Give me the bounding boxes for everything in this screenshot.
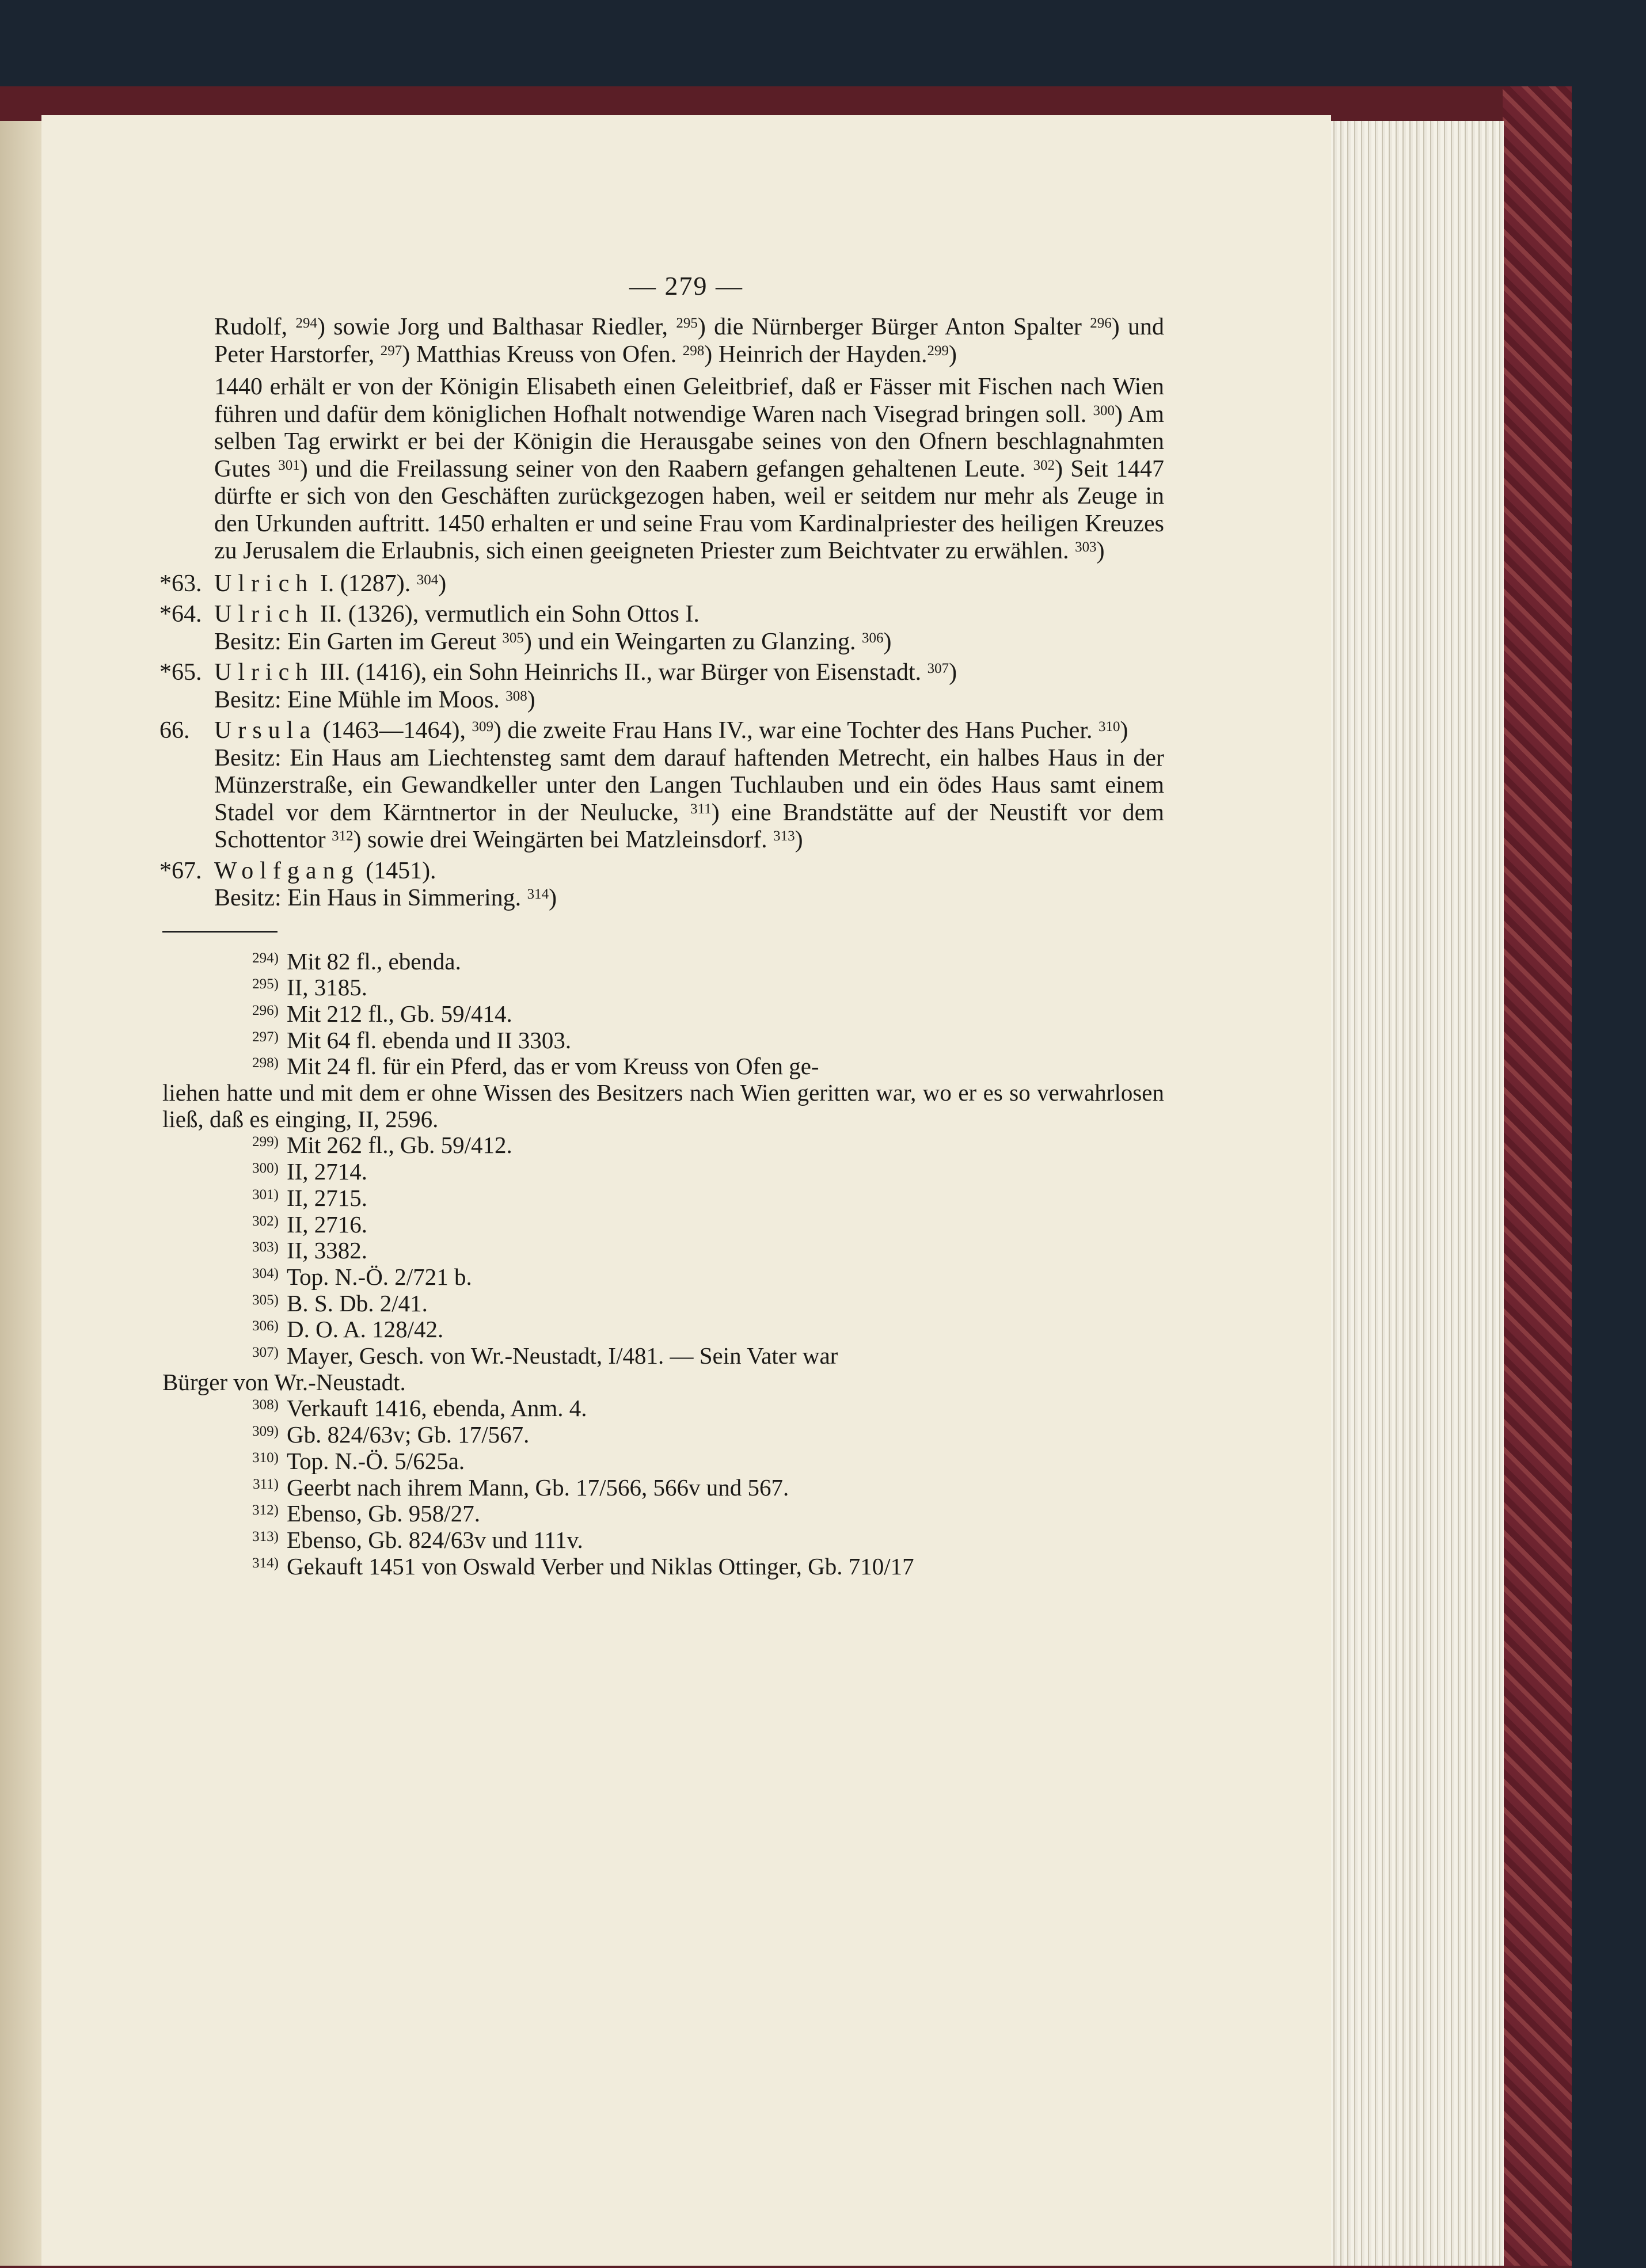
text-run: ) Am selben Tag erwirkt er bei der Königin die Herausgabe seines von den Ofnern beschlagnahmten Gutes — [214, 401, 1164, 482]
text-run: ) eine Brandstätte auf der Neustift vor dem Schottentor — [214, 799, 1164, 853]
footnote-text: Gekauft 1451 von Oswald Verber und Niklas Ottinger, Gb. 710/17 — [287, 1552, 914, 1580]
text-run: Besitz: Ein Haus in Simmering. — [214, 885, 527, 911]
text-run: ) — [1096, 538, 1105, 564]
footnote-text: II, 2716. — [287, 1211, 368, 1238]
entry — [159, 659, 1164, 714]
entry-detail — [214, 885, 1164, 912]
footnote-continuation: liehen hatte und mit dem er ohne Wissen des Besitzers nach Wien geritten war, wo er es so verwahrlosen ließ, daß es einging, II, 2596. — [162, 1079, 1164, 1132]
text-run: II. (1326), vermutlich ein Sohn Ottos I. — [320, 601, 700, 627]
footnote-ref: 314 — [527, 886, 549, 902]
marbled-cover-edge — [1503, 86, 1572, 2266]
text-run: III. (1416), ein Sohn Heinrichs II., war Bürger von Eisenstadt. — [320, 659, 927, 686]
text-run: ) sowie Jorg und Balthasar Riedler, — [317, 314, 676, 340]
footnote-ref: 302 — [1033, 457, 1055, 473]
entry-name: Ulrich — [214, 570, 314, 597]
entry-number: *64. — [159, 601, 202, 627]
footnote-text: Mayer, Gesch. von Wr.-Neustadt, I/481. — Sein Vater war — [287, 1342, 838, 1369]
text-run: Rudolf, — [214, 314, 296, 340]
entry-heading — [214, 659, 1164, 687]
text-run: ) Matthias Kreuss von Ofen. — [402, 341, 683, 368]
footnote-ref: 307 — [927, 661, 949, 676]
text-run: 1440 erhält er von der Königin Elisabeth einen Geleitbrief, daß er Fässer mit Fischen nach Wien führen und dafür dem königlichen Hofhalt notwendige Waren nach Visegrad bringen soll. — [214, 374, 1164, 428]
text-run: Besitz: Ein Garten im Gereut — [214, 628, 503, 655]
footnote: 304) Top. N.-Ö. 2/721 b. — [252, 1263, 472, 1290]
footnote: 299) Mit 262 fl., Gb. 59/412. — [252, 1132, 512, 1159]
footnote: 295) II, 3185. — [252, 974, 368, 1001]
footnotes — [162, 947, 1164, 1580]
footnote-text: B. S. Db. 2/41. — [287, 1289, 428, 1316]
entry-name: Ursula — [214, 717, 317, 744]
footnote: 310) Top. N.-Ö. 5/625a. — [252, 1447, 465, 1474]
entry-number: *65. — [159, 659, 202, 686]
entry-detail — [214, 687, 1164, 714]
entry-number: *63. — [159, 570, 202, 597]
footnote-text: Gb. 824/63v; Gb. 17/567. — [287, 1421, 530, 1448]
entry — [159, 570, 1164, 598]
footnote: 305) B. S. Db. 2/41. — [252, 1289, 428, 1316]
footnote: 298) Mit 24 fl. für ein Pferd, das er vom Kreuss von Ofen ge- — [252, 1053, 819, 1080]
footnote: 314) Gekauft 1451 von Oswald Verber und Niklas Ottinger, Gb. 710/17 — [252, 1552, 914, 1580]
page-number: — 279 — — [629, 271, 743, 300]
entry-detail — [214, 745, 1164, 854]
footnote: 312) Ebenso, Gb. 958/27. — [252, 1500, 480, 1527]
intro-text — [214, 314, 1164, 565]
text-run: ) Seit 1447 dürfte er sich von den Geschäften zurückgezogen haben, weil er seitdem nur mehr als Zeuge in den Urkunden auftritt. 1450 erhalten er und seine Frau vom Kardinalpriester des heiligen Kreuzes zu Jerusalem die Erlaubnis, sich einen geeigneten Priester zum Beichtvater zu erwählen. — [214, 455, 1164, 564]
footnote-text: Mit 64 fl. ebenda und II 3303. — [287, 1026, 572, 1053]
text-run: ) — [549, 885, 557, 911]
entry-heading — [214, 601, 1164, 629]
genealogy-entries — [159, 570, 1164, 912]
entry-heading — [214, 717, 1164, 745]
footnote-text: Top. N.-Ö. 5/625a. — [287, 1447, 465, 1474]
text-run: ) — [1120, 717, 1128, 744]
entry — [159, 601, 1164, 656]
footnote-ref: 310 — [1098, 719, 1120, 735]
footnote: 307) Mayer, Gesch. von Wr.-Neustadt, I/481. — Sein Vater war — [252, 1342, 838, 1369]
footnote: 311) Geerbt nach ihrem Mann, Gb. 17/566, 566v und 567. — [253, 1474, 789, 1501]
footnote-text: Mit 82 fl., ebenda. — [287, 947, 461, 975]
footnote: 303) II, 3382. — [252, 1237, 368, 1264]
footnote: 297) Mit 64 fl. ebenda und II 3303. — [252, 1026, 572, 1053]
footnote-ref: 300 — [1093, 402, 1115, 418]
text-run: ) die zweite Frau Hans IV., war eine Tochter des Hans Pucher. — [493, 717, 1098, 744]
footnote: 294) Mit 82 fl., ebenda. — [252, 947, 461, 975]
text-run: ) — [438, 570, 447, 597]
footnote-text: II, 3185. — [287, 974, 368, 1001]
entry-heading — [214, 570, 1164, 598]
footnote: 302) II, 2716. — [252, 1211, 368, 1238]
footnote-text: Verkauft 1416, ebenda, Anm. 4. — [287, 1395, 587, 1422]
entry-detail — [214, 629, 1164, 656]
footnote-ref: 306 — [862, 630, 884, 646]
text-run: ) die Nürnberger Bürger Anton Spalter — [697, 314, 1090, 340]
text-run: ) — [883, 628, 892, 655]
page-block-edges — [1330, 121, 1504, 2266]
footnote-ref: 312 — [332, 828, 353, 844]
footnote-text: Top. N.-Ö. 2/721 b. — [287, 1263, 472, 1290]
text-run: (1451). — [366, 857, 436, 884]
text-run: ) und die Freilassung seiner von den Raabern gefangen gehaltenen Leute. — [299, 455, 1033, 482]
footnote-text: II, 3382. — [287, 1237, 368, 1264]
text-run: ) und Peter Harstorfer, — [214, 314, 1164, 368]
footnote: 313) Ebenso, Gb. 824/63v und 111v. — [252, 1526, 583, 1553]
entry-number: 66. — [159, 717, 190, 744]
paragraph — [214, 374, 1164, 565]
footnote-text: Ebenso, Gb. 824/63v und 111v. — [287, 1526, 583, 1553]
text-run: ) Heinrich der Hayden. — [704, 341, 927, 368]
text-run: ) sowie drei Weingärten bei Matzleinsdorf. — [353, 827, 774, 853]
footnote-ref: 295 — [676, 315, 698, 331]
footnote-ref: 294 — [295, 315, 317, 331]
entry-number: *67. — [159, 857, 202, 884]
text-run: I. (1287). — [320, 570, 417, 597]
text-run: ) — [795, 827, 803, 853]
footnote-text: Geerbt nach ihrem Mann, Gb. 17/566, 566v und 567. — [287, 1474, 789, 1501]
footnote: 306) D. O. A. 128/42. — [252, 1316, 444, 1343]
text-run: ) — [527, 686, 535, 713]
paragraph — [214, 314, 1164, 368]
footnote-text: II, 2714. — [287, 1158, 368, 1185]
footnote: 301) II, 2715. — [252, 1184, 368, 1211]
text-run: ) — [949, 659, 957, 686]
footnote-ref: 313 — [773, 828, 795, 844]
footnote-ref: 309 — [472, 719, 493, 735]
text-run: (1463—1464), — [322, 717, 472, 744]
entry-heading — [214, 858, 1164, 885]
footnote-ref: 301 — [278, 457, 300, 473]
footnote-ref: 311 — [690, 801, 712, 817]
footnote: 308) Verkauft 1416, ebenda, Anm. 4. — [252, 1395, 587, 1422]
book-page — [41, 115, 1331, 2266]
footnote: 309) Gb. 824/63v; Gb. 17/567. — [252, 1421, 530, 1448]
footnote-text: Mit 262 fl., Gb. 59/412. — [287, 1132, 512, 1159]
footnote-rule — [162, 931, 277, 933]
footnote-text: D. O. A. 128/42. — [287, 1316, 444, 1343]
entry-name: Ulrich — [214, 659, 314, 686]
text-run: ) und ein Weingarten zu Glanzing. — [523, 628, 862, 655]
footnote: 296) Mit 212 fl., Gb. 59/414. — [252, 1000, 512, 1027]
left-page-edge — [0, 121, 41, 2266]
entry — [159, 857, 1164, 912]
text-run: Besitz: Eine Mühle im Moos. — [214, 686, 506, 713]
footnote-ref: 303 — [1075, 539, 1097, 555]
footnote-ref: 308 — [505, 688, 527, 704]
entry-name: Ulrich — [214, 601, 314, 627]
text-run: ) — [948, 341, 957, 368]
footnote-text: Ebenso, Gb. 958/27. — [287, 1500, 480, 1527]
footnote-text: II, 2715. — [287, 1184, 368, 1211]
footnote-continuation: Bürger von Wr.-Neustadt. — [162, 1368, 406, 1395]
page-body — [159, 314, 1164, 1580]
footnote-text: Mit 24 fl. für ein Pferd, das er vom Kreuss von Ofen ge- — [287, 1053, 819, 1080]
entry-name: Wolfgang — [214, 857, 360, 884]
footnote-ref: 304 — [416, 572, 439, 588]
entry — [159, 717, 1164, 854]
footnote: 300) II, 2714. — [252, 1158, 368, 1185]
footnote-ref: 297 — [380, 343, 402, 359]
text-run: Besitz: Ein Haus am Liechtensteg samt dem darauf haftenden Metrecht, ein halbes Haus in der Münzerstraße, ein Gewandkeller unter den Langen Tuchlauben und ein ödes Haus samt einem Stadel vor dem Kärntnertor in der Neulucke, — [214, 744, 1164, 826]
footnote-ref: 305 — [502, 630, 524, 646]
footnote-text: Mit 212 fl., Gb. 59/414. — [287, 1000, 512, 1027]
footnote-ref: 299 — [927, 343, 949, 359]
footnote-ref: 296 — [1090, 315, 1112, 331]
footnote-ref: 298 — [682, 343, 705, 359]
